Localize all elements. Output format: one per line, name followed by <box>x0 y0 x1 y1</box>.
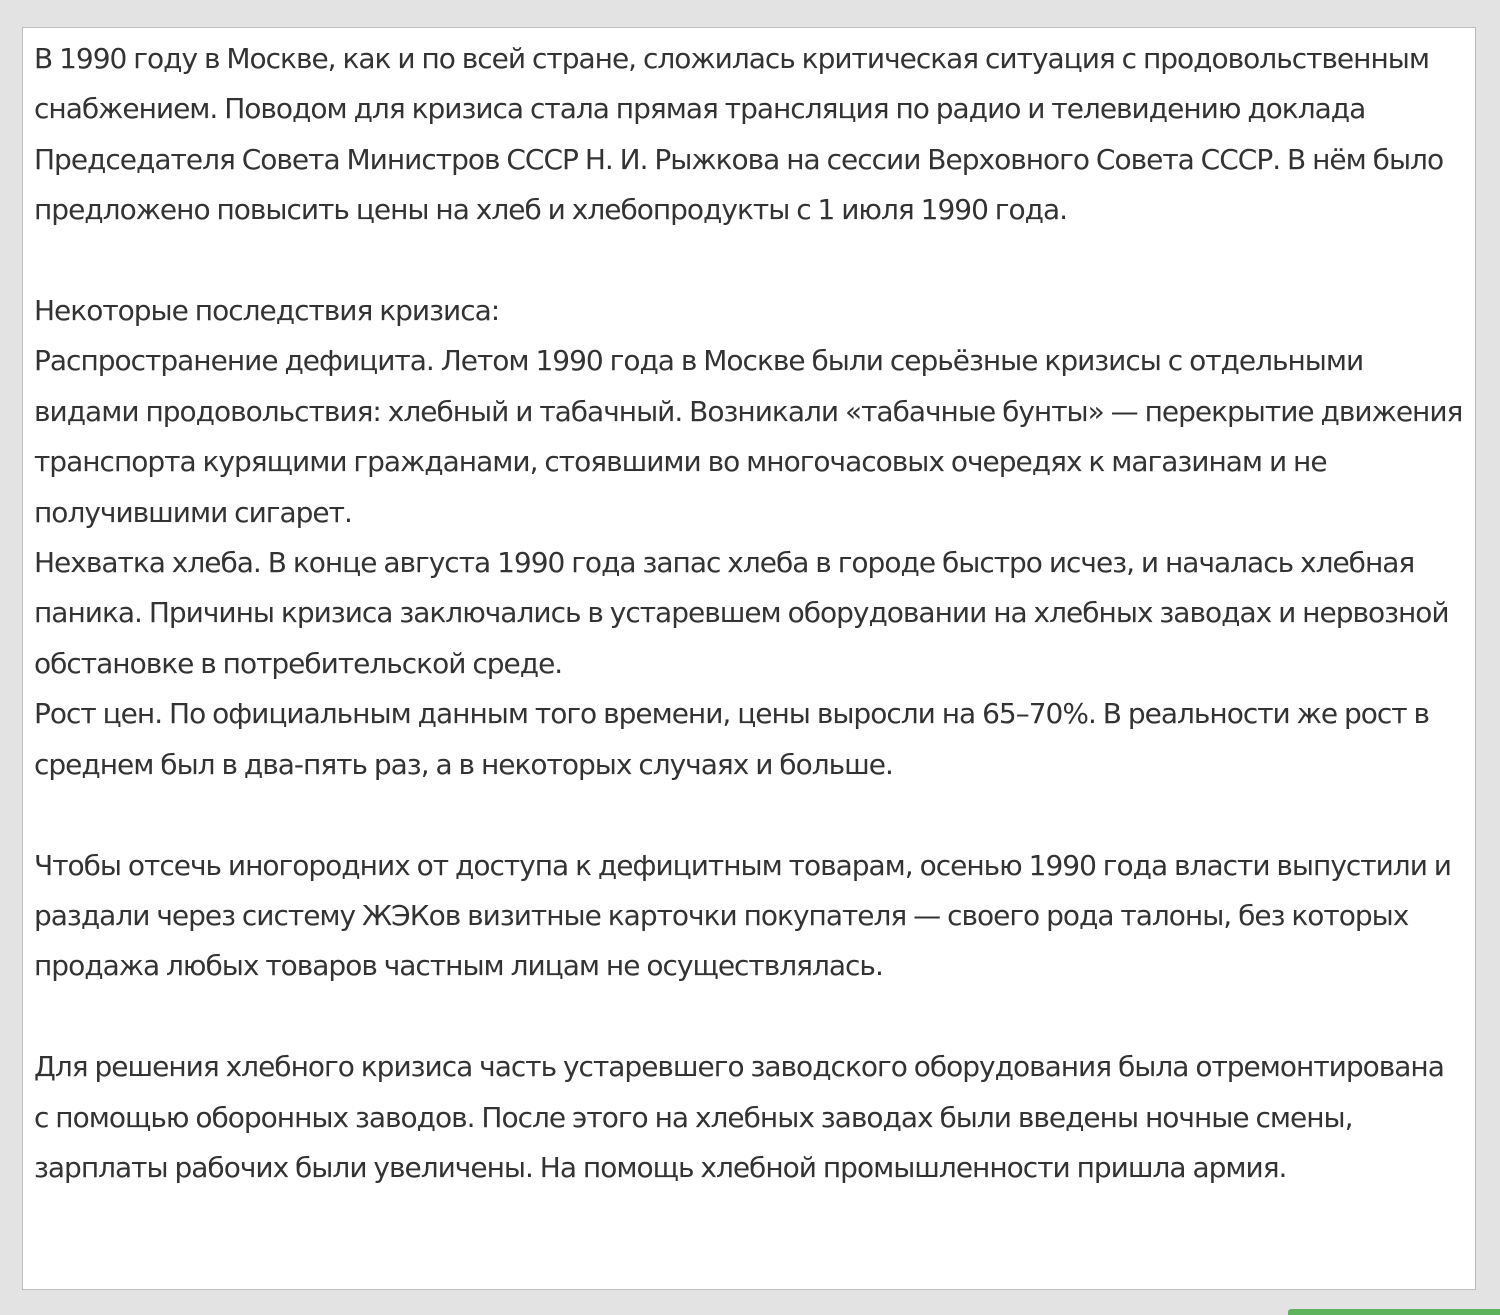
text-area-content: В 1990 году в Москве, как и по всей стране, сложилась критическая ситуация с продовольственным снабжением. Поводом для кризиса стала прямая трансляция по радио и телевидению доклада Председателя Совета Министров СССР Н. И. Рыжкова на сессии Верховного Совета СССР. В нём было предложено повысить цены на хлеб и хлебопродукты с 1 июля 1990 года. Некоторые последствия кризиса: Распространение дефицита. Летом 1990 года в Москве были серьёзные кризисы с отдельными видами продовольствия: хлебный и табачный. Возникали «табачные бунты» — перекрытие движения транспорта курящими гражданами, стоявшими во многочасовых очередях к магазинам и не получившими сигарет. Нехватка хлеба. В конце августа 1990 года запас хлеба в городе быстро исчез, и началась хлебная паника. Причины кризиса заключались в устаревшем оборудовании на хлебных заводах и нервозной обстановке в потребительской среде. Рост цен. По официальным данным того времени, цены выросли на 65–70%. В реальности же рост в среднем был в два-пять раз, а в некоторых случаях и больше. Чтобы отсечь иногородних от доступа к дефицитным товарам, осенью 1990 года власти выпустили и раздали через систему ЖЭКов визитные карточки покупателя — своего рода талоны, без которых продажа любых товаров частным лицам не осуществлялась. Для решения хлебного кризиса часть устаревшего заводского оборудования была отремонтирована с помощью оборонных заводов. После этого на хлебных заводах были введены ночные смены, зарплаты рабочих были увеличены. На помощь хлебной промышленности пришла армия. <box>34 42 1463 1184</box>
green-button-edge[interactable] <box>1288 1309 1500 1315</box>
text-area[interactable] <box>22 27 1476 1290</box>
